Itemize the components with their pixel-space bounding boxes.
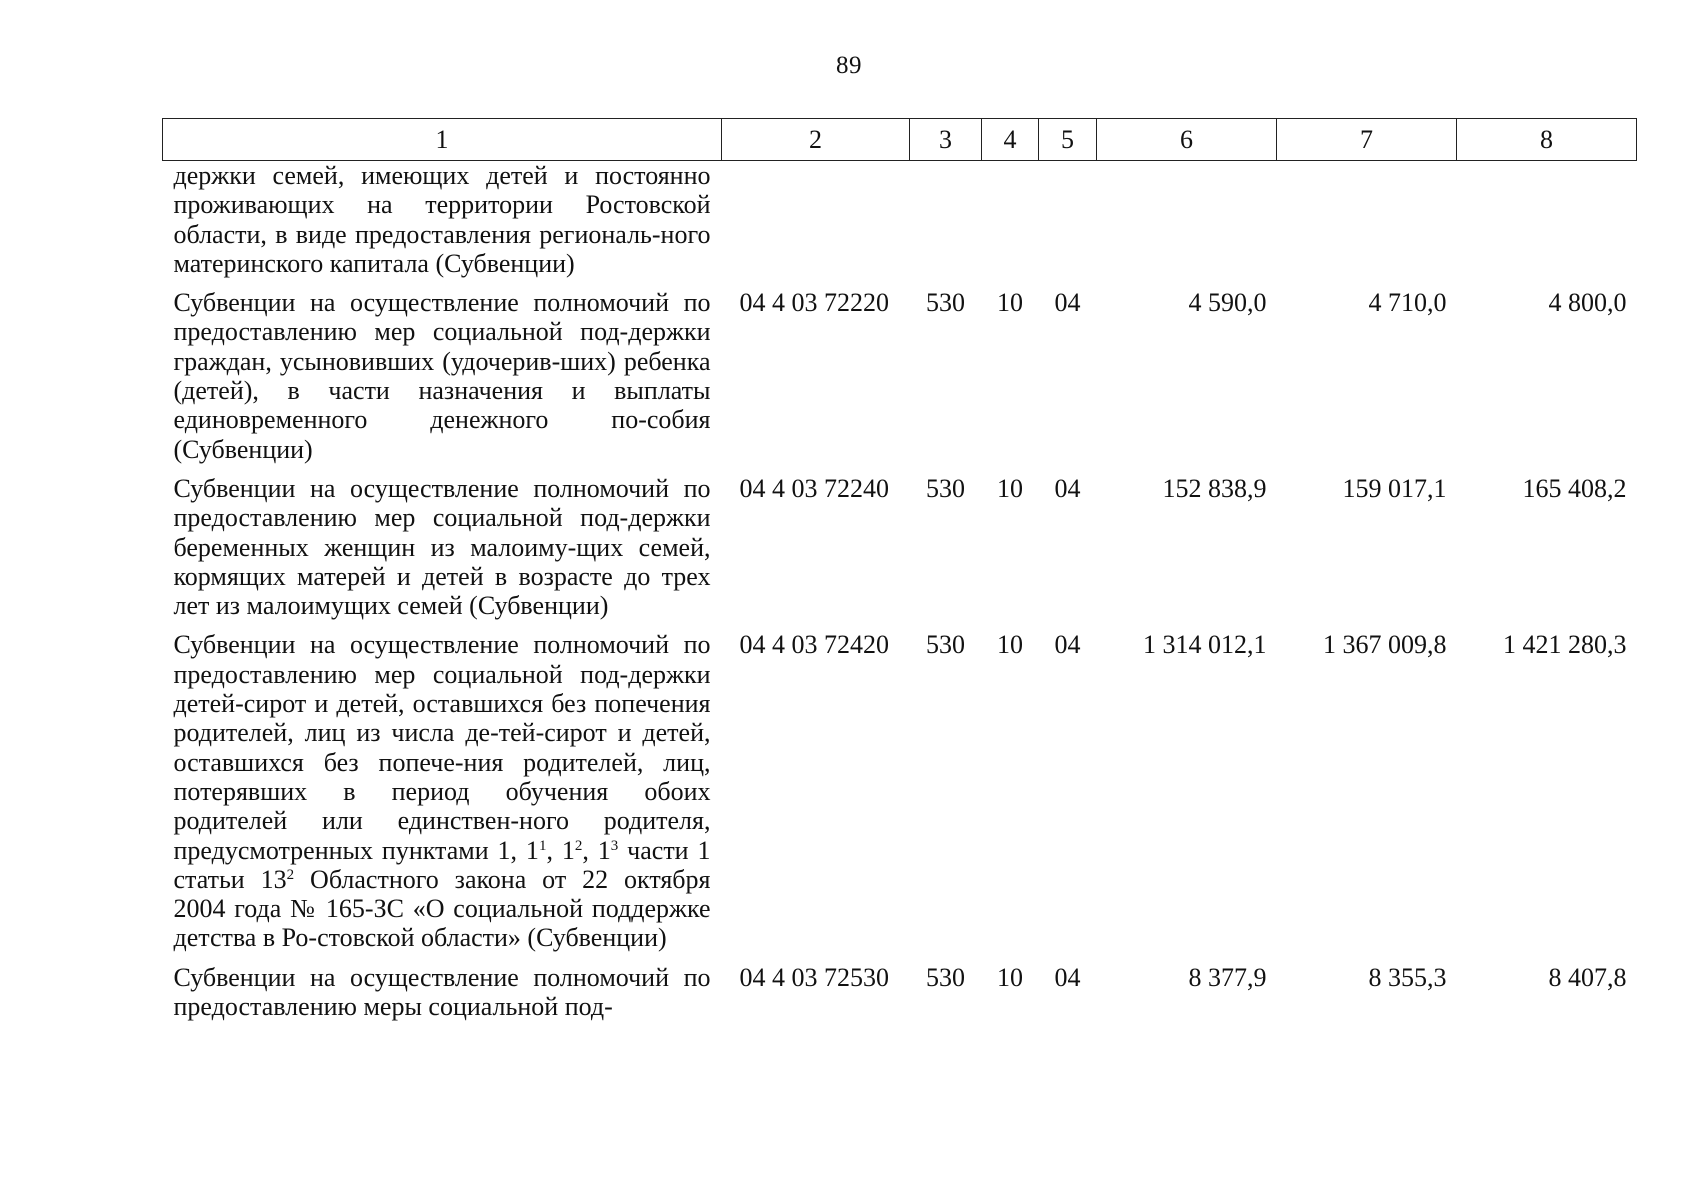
- row-section: 10: [997, 473, 1023, 503]
- row-subsection: 04: [1054, 630, 1081, 660]
- table-row: [163, 464, 1637, 620]
- row-amount-year1: 1 314 012,1: [1143, 630, 1267, 660]
- row-amount-year1: [1097, 161, 1277, 279]
- table-row: [163, 161, 1637, 279]
- row-subsection: 04: [1054, 473, 1081, 503]
- table-row: [163, 278, 1637, 464]
- row-expense-type: 530: [926, 288, 965, 318]
- row-description: Субвенции на осуществление полномочий по предоставлению мер социальной под-держки беременных женщин из малоиму-щих семей, кормящих матерей и детей в возрасте до трех лет из малоимущих семей (Субвенции): [173, 473, 711, 621]
- desc-text: , 1: [582, 835, 611, 865]
- table-body: [163, 161, 1637, 1022]
- row-description: Субвенции на осуществление полномочий по предоставлению мер социальной под-держки граждан, усыновивших (удочерив-ших) ребенка (детей), в части назначения и выплаты единовременного денежного по-собия (Субвенции): [173, 288, 711, 464]
- row-expense-type: 530: [926, 473, 965, 503]
- budget-table: [162, 118, 1637, 1021]
- row-amount-year2: 4 710,0: [1368, 288, 1447, 318]
- row-amount-year2: 1 367 009,8: [1323, 630, 1447, 660]
- row-section: 10: [997, 630, 1023, 660]
- header-col-7: 7: [1277, 119, 1457, 161]
- row-subsection: 04: [1054, 288, 1081, 318]
- row-expense-type: 530: [926, 962, 965, 992]
- header-col-6: 6: [1097, 119, 1277, 161]
- row-amount-year1: 152 838,9: [1162, 473, 1267, 503]
- table-row: [163, 620, 1637, 952]
- header-row: [163, 119, 1637, 161]
- row-target-code: 04 4 03 72220: [739, 288, 889, 318]
- row-amount-year3: 4 800,0: [1548, 288, 1627, 318]
- row-description: держки семей, имеющих детей и постоянно проживающих на территории Ростовской области, в виде предоставления региональ-ного материнского капитала (Субвенции): [173, 161, 711, 278]
- row-expense-type: [910, 161, 982, 279]
- row-amount-year3: 165 408,2: [1522, 473, 1627, 503]
- desc-text: части 1 статьи 13: [173, 835, 711, 894]
- row-amount-year2: 8 355,3: [1368, 962, 1447, 992]
- header-col-8: 8: [1457, 119, 1637, 161]
- row-amount-year2: [1277, 161, 1457, 279]
- row-description: [163, 620, 722, 952]
- row-section: 10: [997, 288, 1023, 318]
- desc-text: Субвенции на осуществление полномочий по предоставлению мер социальной под-держки детей-сирот и детей, оставшихся без попечения родителей, лиц из числа де-тей-сирот и детей, оставшихся без попече-ния родителей, лиц, потерявших в период обучения обоих родителей или единствен-ного родителя, предусмотренных пунктами 1, 1: [173, 630, 711, 865]
- desc-text: , 1: [546, 835, 575, 865]
- header-col-4: 4: [982, 119, 1039, 161]
- table-row: [163, 953, 1637, 1022]
- row-amount-year3: [1457, 161, 1637, 279]
- row-amount-year3: 8 407,8: [1548, 962, 1627, 992]
- row-description: Субвенции на осуществление полномочий по предоставлению меры социальной под-: [173, 962, 711, 1022]
- row-amount-year2: 159 017,1: [1342, 473, 1447, 503]
- page-number: 89: [836, 52, 862, 79]
- superscript: 3: [610, 837, 619, 854]
- row-target-code: 04 4 03 72420: [739, 630, 889, 660]
- superscript: 1: [538, 837, 547, 854]
- row-amount-year3: 1 421 280,3: [1503, 630, 1627, 660]
- superscript: 2: [574, 837, 583, 854]
- row-amount-year1: 4 590,0: [1188, 288, 1267, 318]
- row-expense-type: 530: [926, 630, 965, 660]
- row-target-code: 04 4 03 72240: [739, 473, 889, 503]
- superscript: 2: [286, 866, 295, 883]
- row-section: [982, 161, 1039, 279]
- row-target-code: [722, 161, 910, 279]
- header-col-2: 2: [722, 119, 910, 161]
- row-subsection: 04: [1054, 962, 1081, 992]
- table-header: [163, 119, 1637, 161]
- desc-text: Областного закона от 22 октября 2004 года № 165-ЗС «О социальной поддержке детства в Ро-стовской области» (Субвенции): [173, 864, 711, 953]
- row-amount-year1: 8 377,9: [1188, 962, 1267, 992]
- row-section: 10: [997, 962, 1023, 992]
- header-col-3: 3: [910, 119, 982, 161]
- row-target-code: 04 4 03 72530: [739, 962, 889, 992]
- header-col-1: 1: [163, 119, 722, 161]
- row-subsection: [1039, 161, 1097, 279]
- header-col-5: 5: [1039, 119, 1097, 161]
